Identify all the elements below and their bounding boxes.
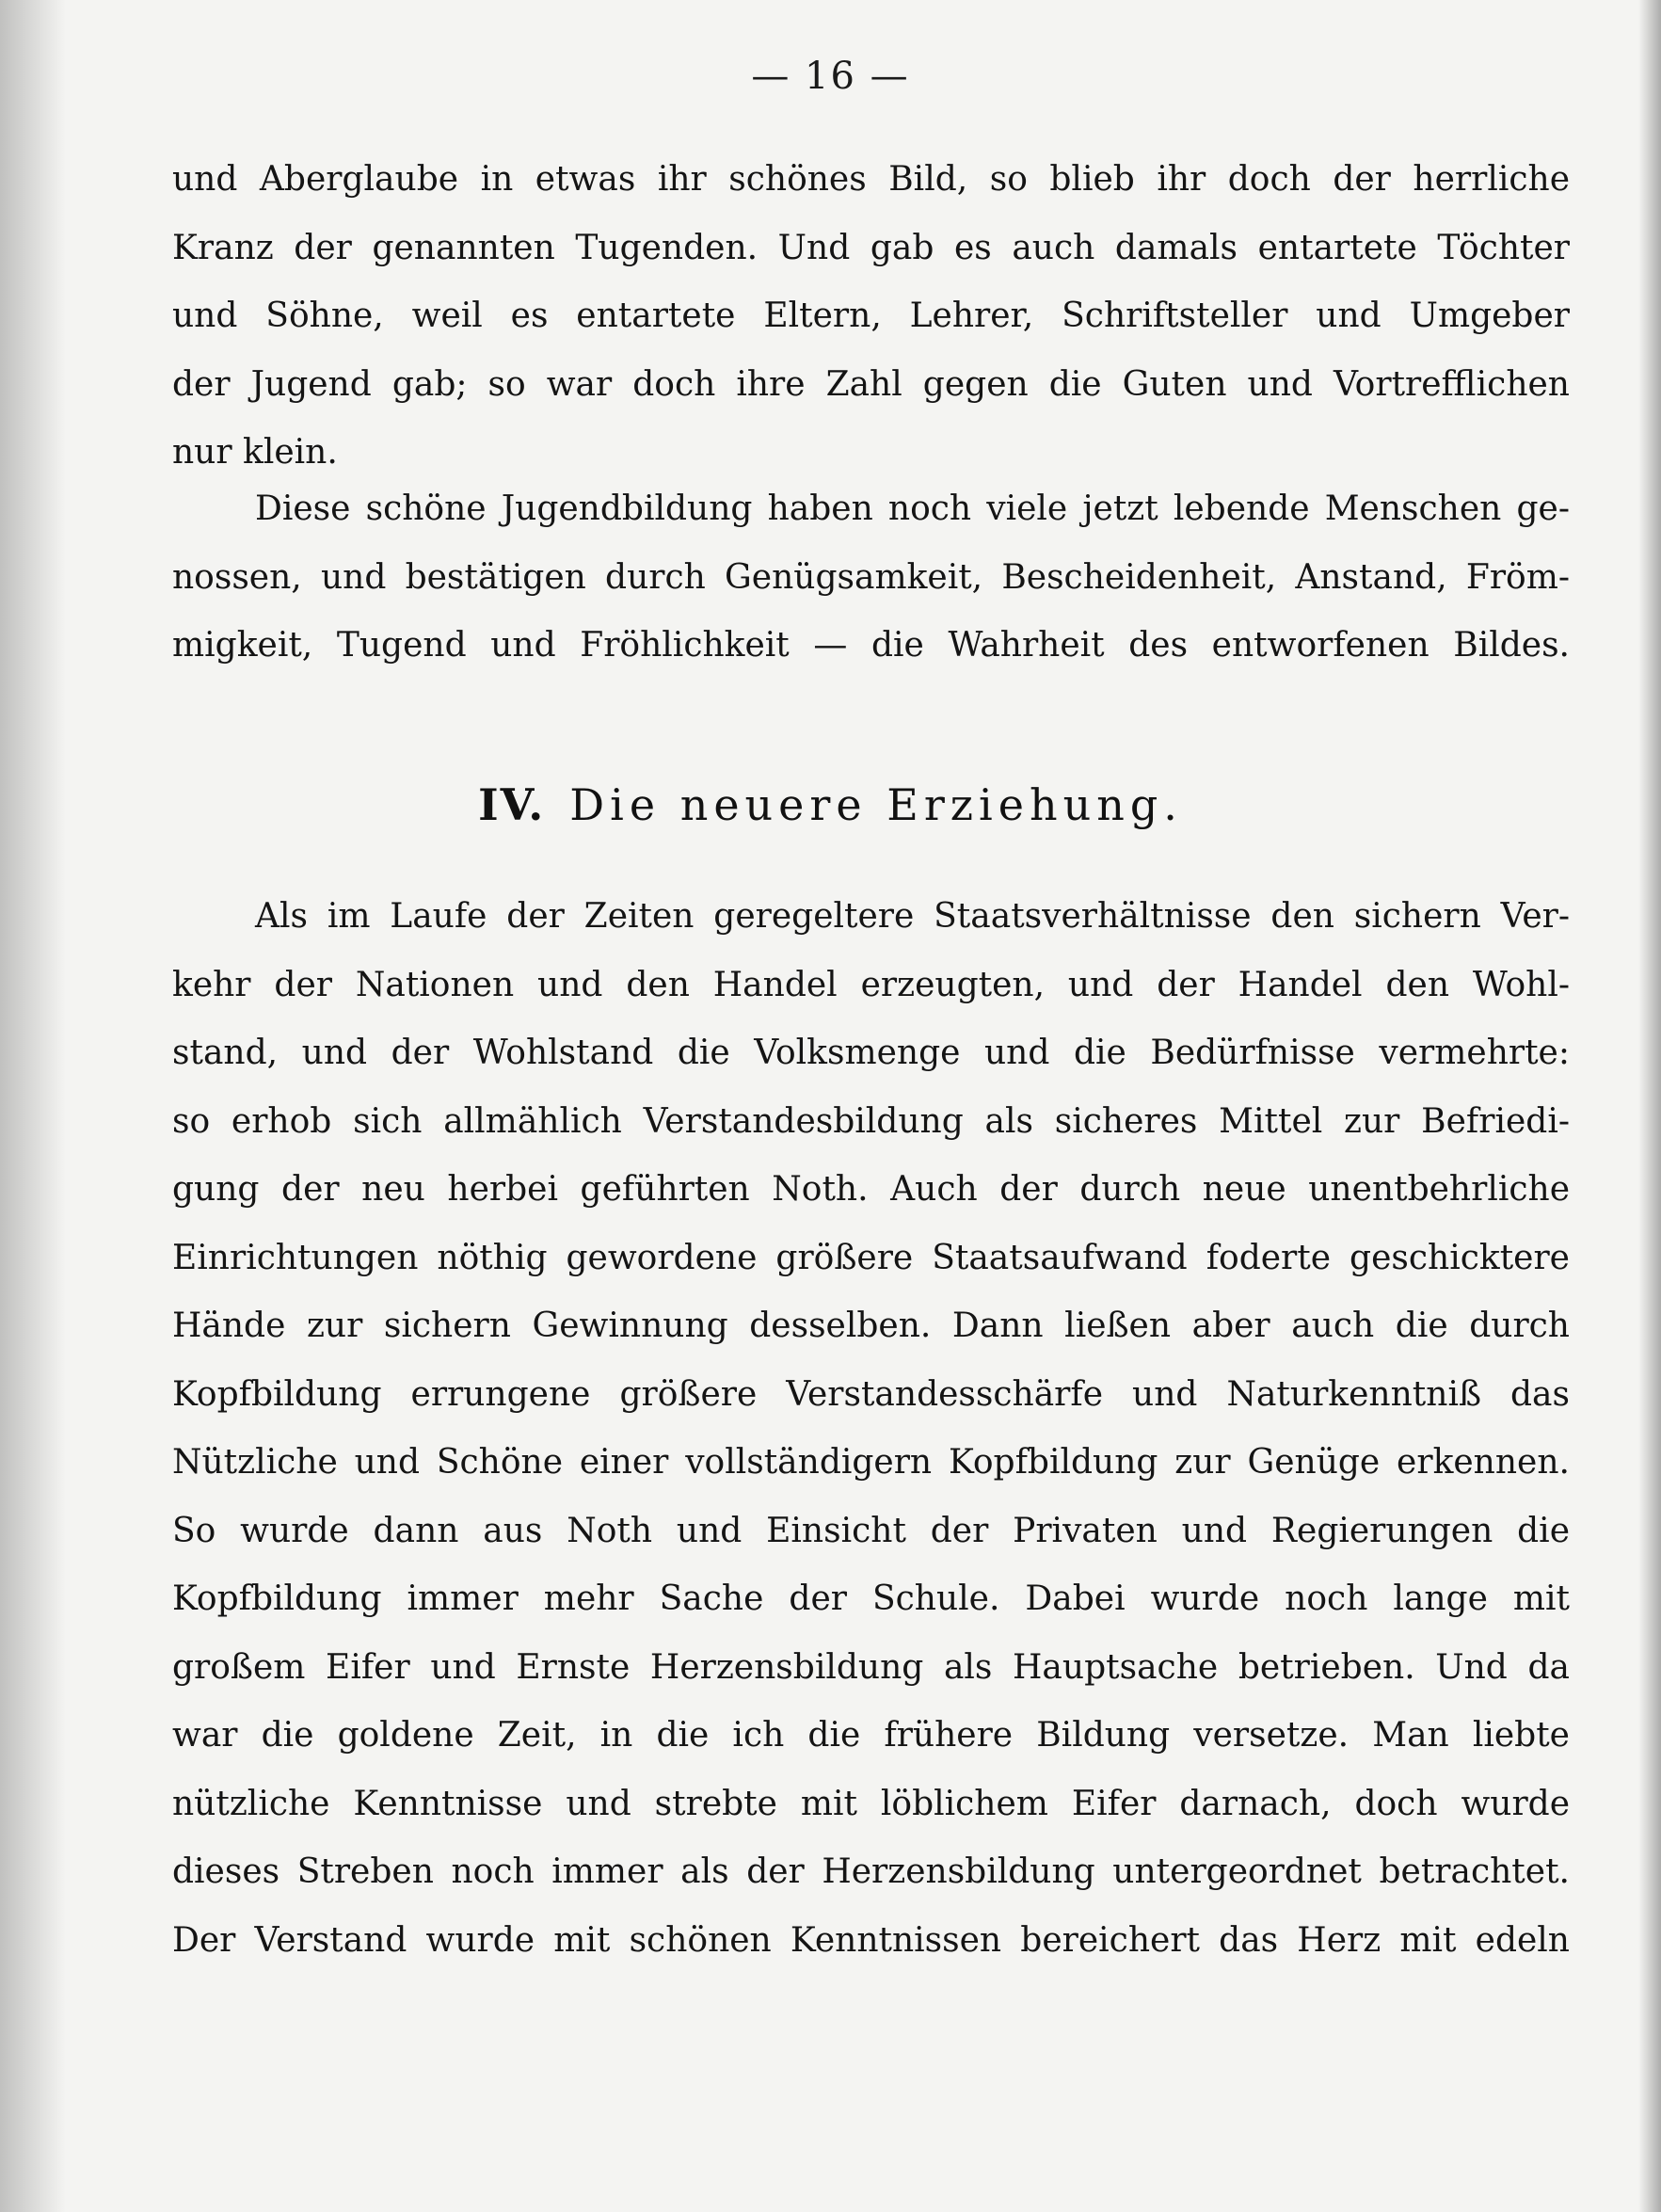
text-line: nützliche Kenntnisse und strebte mit löblichem Eifer darnach, doch wurde bbox=[172, 1784, 1570, 1823]
text-line: und Aberglaube in etwas ihr schönes Bild, so blieb ihr doch der herrliche bbox=[172, 160, 1570, 199]
text-line: Als im Laufe der Zeiten geregeltere Staatsverhältnisse den sichern Ver- bbox=[255, 897, 1570, 936]
section-title: Die neuere Erziehung. bbox=[569, 779, 1183, 830]
text-line: Nützliche und Schöne einer vollständigern Kopfbildung zur Genüge erkennen. bbox=[172, 1443, 1570, 1482]
text-line: so erhob sich allmählich Verstandesbildung als sicheres Mittel zur Befriedi- bbox=[172, 1101, 1570, 1141]
text-line: Der Verstand wurde mit schönen Kenntnissen bereichert das Herz mit edeln bbox=[172, 1920, 1570, 1960]
text-line: war die goldene Zeit, in die ich die frühere Bildung versetze. Man liebte bbox=[172, 1716, 1570, 1755]
text-line: großem Eifer und Ernste Herzensbildung als Hauptsache betrieben. Und da bbox=[172, 1647, 1570, 1687]
text-line: Kopfbildung errungene größere Verstandesschärfe und Naturkenntniß das bbox=[172, 1374, 1570, 1414]
text-line: gung der neu herbei geführten Noth. Auch der durch neue unentbehrliche bbox=[172, 1170, 1570, 1209]
text-line: migkeit, Tugend und Fröhlichkeit — die Wahrheit des entworfenen Bildes. bbox=[172, 626, 1570, 665]
text-line: nur klein. bbox=[172, 433, 338, 472]
text-line: der Jugend gab; so war doch ihre Zahl gegen die Guten und Vortrefflichen bbox=[172, 364, 1570, 404]
section-number: IV. bbox=[478, 779, 546, 830]
paragraph-1 bbox=[172, 146, 1570, 488]
text-line: Diese schöne Jugendbildung haben noch viele jetzt lebende Menschen ge- bbox=[255, 489, 1570, 528]
text-line: dieses Streben noch immer als der Herzensbildung untergeordnet betrachtet. bbox=[172, 1852, 1570, 1891]
text-line: Kranz der genannten Tugenden. Und gab es auch damals entartete Töchter bbox=[172, 228, 1570, 267]
section-heading bbox=[0, 779, 1661, 830]
page-number: — 16 — bbox=[751, 55, 910, 98]
text-line: Kopfbildung immer mehr Sache der Schule. Dabei wurde noch lange mit bbox=[172, 1579, 1570, 1618]
paragraph-3 bbox=[172, 883, 1570, 1975]
text-line: Einrichtungen nöthig gewordene größere Staatsaufwand foderte geschicktere bbox=[172, 1238, 1570, 1277]
text-line: nossen, und bestätigen durch Genügsamkeit, Bescheidenheit, Anstand, Fröm- bbox=[172, 557, 1570, 597]
page-edge-shadow bbox=[1638, 0, 1661, 2212]
text-line: stand, und der Wohlstand die Volksmenge und die Bedürfnisse vermehrte: bbox=[172, 1034, 1570, 1072]
text-line: und Söhne, weil es entartete Eltern, Lehrer, Schriftsteller und Umgeber bbox=[172, 297, 1570, 335]
text-line: So wurde dann aus Noth und Einsicht der Privaten und Regierungen die bbox=[172, 1511, 1570, 1550]
text-line: Hände zur sichern Gewinnung desselben. Dann ließen aber auch die durch bbox=[172, 1306, 1570, 1345]
text-line: kehr der Nationen und den Handel erzeugten, und der Handel den Wohl- bbox=[172, 965, 1570, 1004]
page-gutter-shadow bbox=[0, 0, 66, 2212]
paragraph-2 bbox=[172, 475, 1570, 681]
